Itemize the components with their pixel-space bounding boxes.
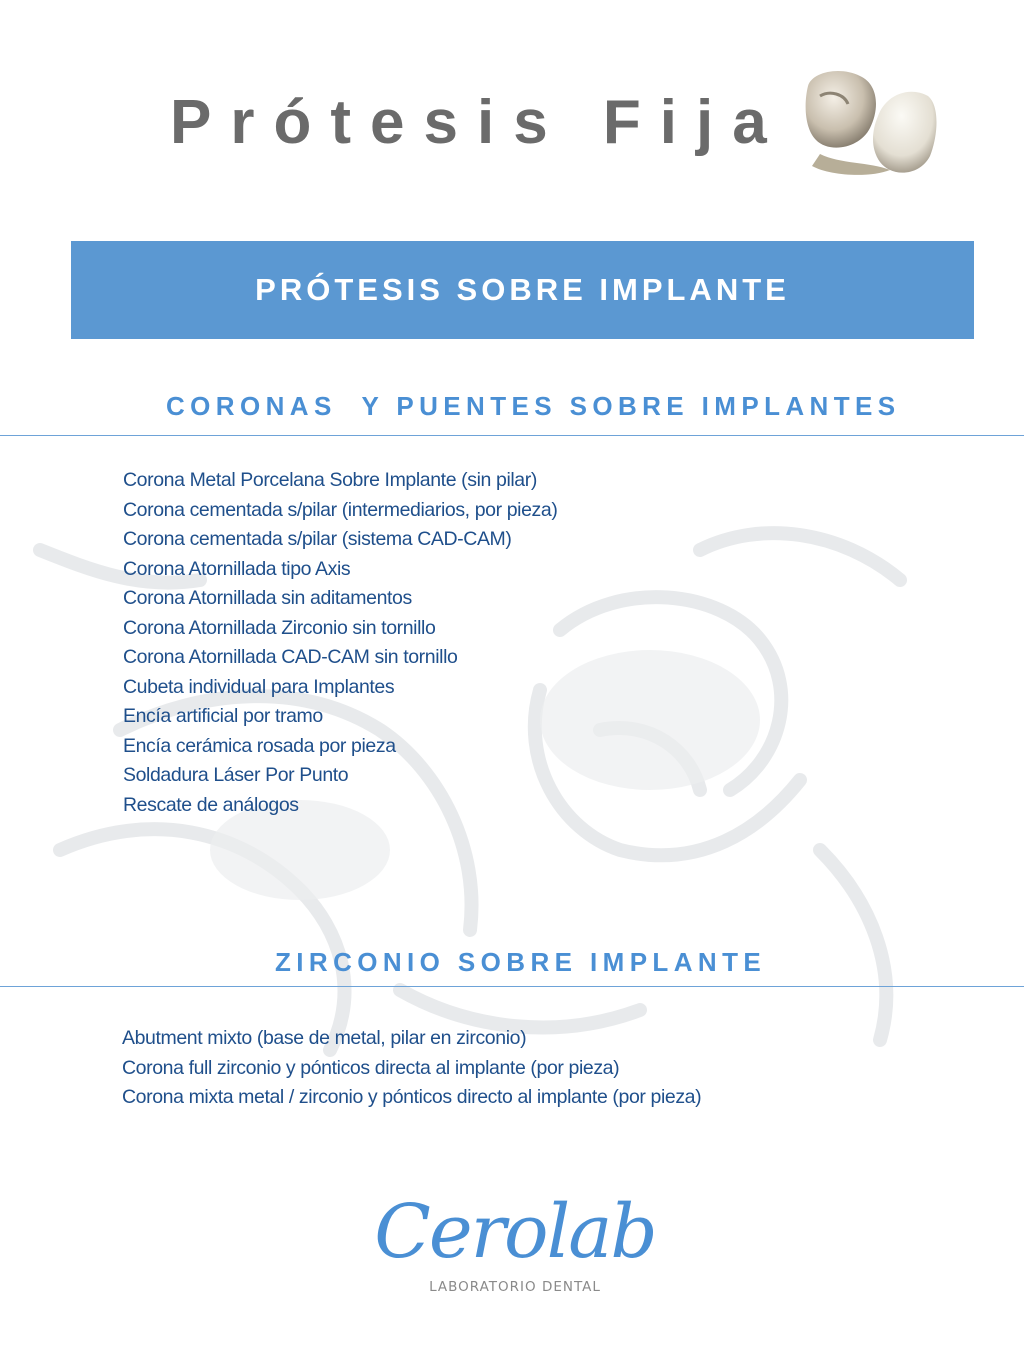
list-item: Corona mixta metal / zirconio y pónticos directo al implante (por pieza) — [122, 1086, 702, 1108]
list-item: Corona Metal Porcelana Sobre Implante (sin pilar) — [123, 469, 537, 491]
list-item: Corona full zirconio y pónticos directa al implante (por pieza) — [122, 1056, 620, 1079]
list-item: Corona Atornillada CAD-CAM sin tornillo — [123, 646, 458, 668]
zirconio-item-list — [122, 1024, 701, 1113]
section-divider — [0, 986, 1024, 987]
section-banner — [71, 241, 974, 339]
logo-tagline: LABORATORIO DENTAL — [429, 1279, 601, 1295]
list-item: Encía artificial por tramo — [123, 705, 323, 727]
cerolab-logo — [374, 1165, 656, 1300]
section-heading-zirconio: ZIRCONIO SOBRE IMPLANTE — [275, 947, 767, 977]
dental-crown-image — [800, 66, 940, 180]
list-item: Encía cerámica rosada por pieza — [123, 734, 396, 757]
list-item: Corona Atornillada sin aditamentos — [123, 587, 412, 609]
cerolab-logo-wordmark — [374, 1165, 656, 1275]
list-item: Cubeta individual para Implantes — [123, 675, 395, 698]
list-item: Abutment mixto (base de metal, pilar en zirconio) — [122, 1027, 527, 1049]
list-item: Corona Atornillada tipo Axis — [123, 557, 351, 580]
list-item: Rescate de análogos — [123, 793, 299, 816]
coronas-item-list — [123, 466, 557, 820]
banner-title: PRÓTESIS SOBRE IMPLANTE — [255, 272, 790, 307]
section-heading-coronas: CORONAS Y PUENTES SOBRE IMPLANTES — [166, 391, 901, 421]
logo-name: Cerolab — [374, 1189, 656, 1275]
list-item: Corona cementada s/pilar (intermediarios, por pieza) — [123, 498, 558, 521]
section-divider — [0, 435, 1024, 436]
list-item: Soldadura Láser Por Punto — [123, 764, 349, 786]
page-title: Prótesis Fija — [170, 88, 786, 157]
list-item: Corona cementada s/pilar (sistema CAD-CAM) — [123, 528, 512, 550]
list-item: Corona Atornillada Zirconio sin tornillo — [123, 616, 436, 639]
